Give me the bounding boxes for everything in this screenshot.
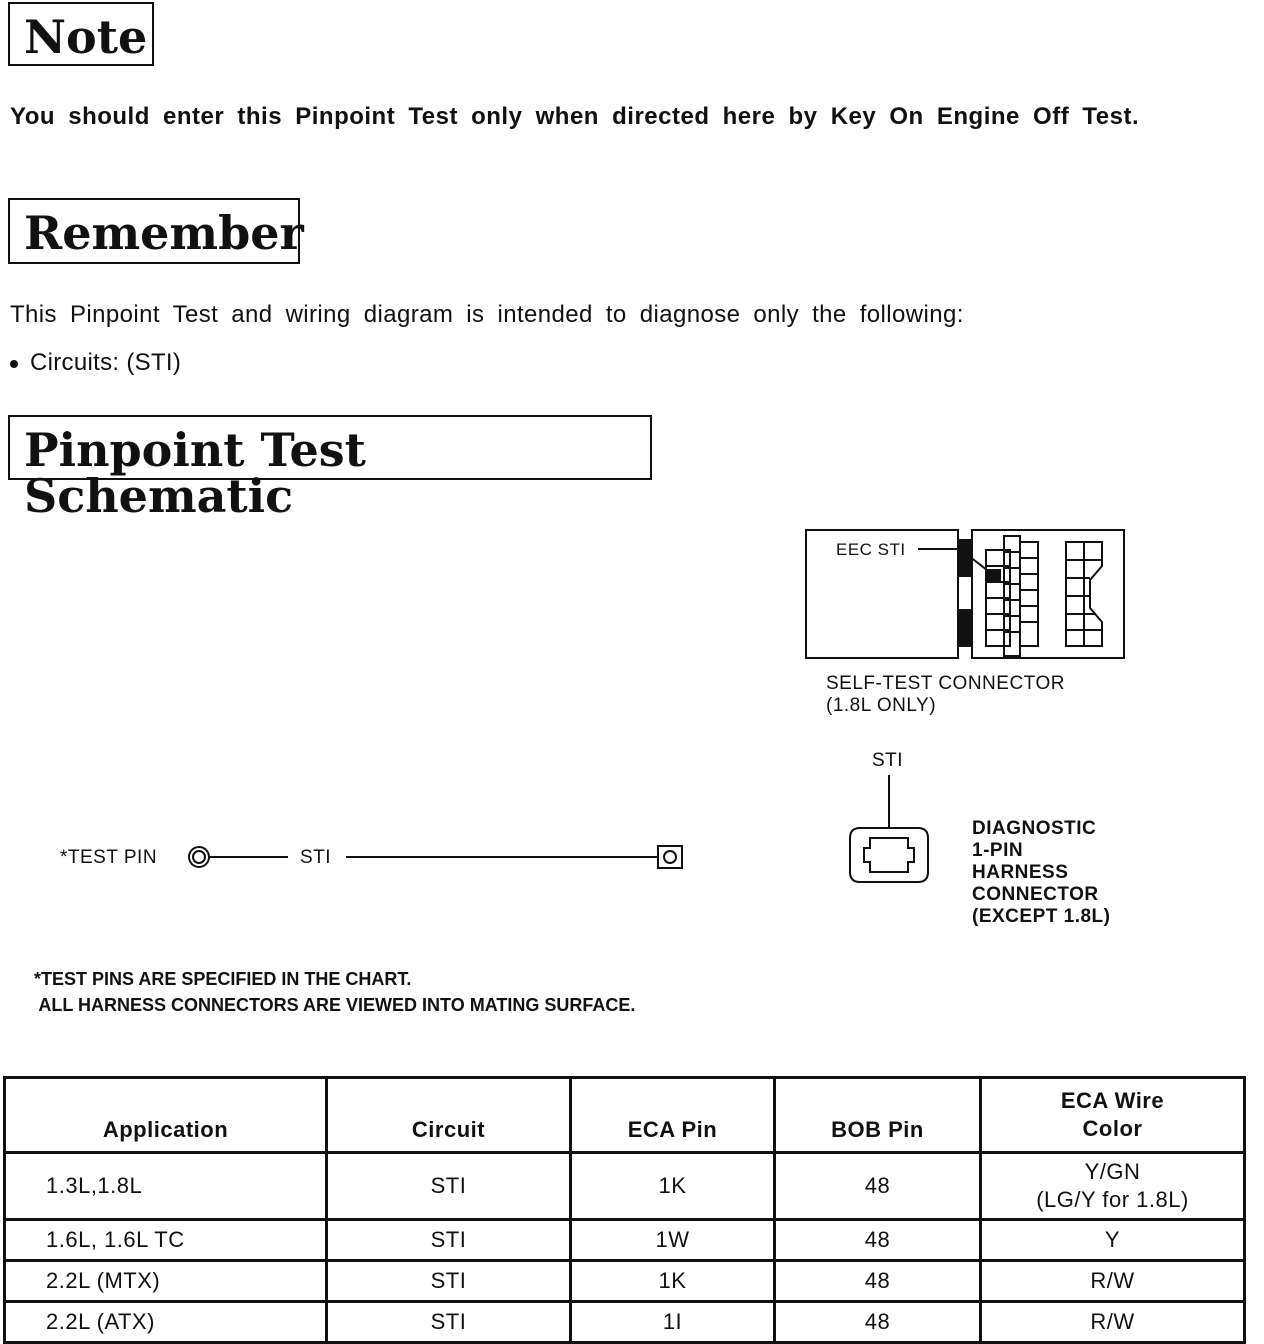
cell-application: 2.2L (ATX) (5, 1302, 327, 1343)
circuits-bullet (10, 348, 181, 378)
cell-eca-pin: 1W (571, 1220, 775, 1261)
header-bob-pin: BOB Pin (775, 1078, 981, 1153)
schematic-diagram (0, 490, 1264, 950)
table-row (5, 1153, 1245, 1220)
footnote-line-1: *TEST PINS ARE SPECIFIED IN THE CHART. (34, 969, 412, 989)
circuit-sti-label: STI (300, 847, 332, 868)
cell-circuit: STI (327, 1220, 571, 1261)
cell-wire-color: Y (981, 1220, 1245, 1261)
circuits-bullet-text: Circuits: (STI) (30, 349, 182, 376)
diagnostic-caption-line-1: DIAGNOSTIC (972, 818, 1097, 839)
self-test-caption-line-2: (1.8L ONLY) (826, 695, 937, 716)
diagnostic-caption-line-5: (EXCEPT 1.8L) (972, 906, 1111, 927)
table-row (5, 1220, 1245, 1261)
cell-circuit: STI (327, 1302, 571, 1343)
remember-text: This Pinpoint Test and wiring diagram is intended to diagnose only the following: (10, 301, 964, 328)
test-pin-wire (189, 846, 682, 868)
header-application: Application (5, 1078, 327, 1153)
self-test-caption-line-1: SELF-TEST CONNECTOR (826, 673, 1065, 694)
diagnostic-caption-line-2: 1-PIN (972, 840, 1024, 861)
bullet-icon (10, 360, 18, 368)
cell-bob-pin: 48 (775, 1220, 981, 1261)
cell-eca-pin: 1K (571, 1153, 775, 1220)
cell-wire-color: R/W (981, 1302, 1245, 1343)
diagnostic-wire-label: STI (872, 750, 904, 771)
note-heading: Note (8, 2, 154, 66)
eec-sti-label: EEC STI (836, 540, 906, 559)
header-eca-pin: ECA Pin (571, 1078, 775, 1153)
pin-chart-table (3, 1076, 1246, 1344)
cell-bob-pin: 48 (775, 1302, 981, 1343)
schematic-heading: Pinpoint Test Schematic (8, 415, 652, 480)
diagnostic-connector-icon (850, 775, 928, 882)
note-text: You should enter this Pinpoint Test only when directed here by Key On Engine Off Test. (10, 103, 1140, 130)
header-circuit: Circuit (327, 1078, 571, 1153)
cell-wire-color: R/W (981, 1261, 1245, 1302)
schematic-footnote (34, 966, 635, 1018)
cell-circuit: STI (327, 1261, 571, 1302)
cell-eca-pin: 1I (571, 1302, 775, 1343)
remember-heading: Remember (8, 198, 300, 264)
table-row (5, 1302, 1245, 1343)
cell-wire-color: Y/GN (LG/Y for 1.8L) (981, 1153, 1245, 1220)
diagnostic-caption-line-4: CONNECTOR (972, 884, 1099, 905)
cell-application: 1.6L, 1.6L TC (5, 1220, 327, 1261)
diagnostic-caption-line-3: HARNESS (972, 862, 1069, 883)
cell-application: 1.3L,1.8L (5, 1153, 327, 1220)
header-wire-color: ECA Wire Color (981, 1078, 1245, 1153)
cell-bob-pin: 48 (775, 1261, 981, 1302)
cell-bob-pin: 48 (775, 1153, 981, 1220)
footnote-line-2: ALL HARNESS CONNECTORS ARE VIEWED INTO MATING SURFACE. (34, 995, 636, 1015)
cell-application: 2.2L (MTX) (5, 1261, 327, 1302)
table-row (5, 1261, 1245, 1302)
test-pin-label: *TEST PIN (60, 847, 158, 868)
cell-eca-pin: 1K (571, 1261, 775, 1302)
table-header-row (5, 1078, 1245, 1153)
cell-circuit: STI (327, 1153, 571, 1220)
